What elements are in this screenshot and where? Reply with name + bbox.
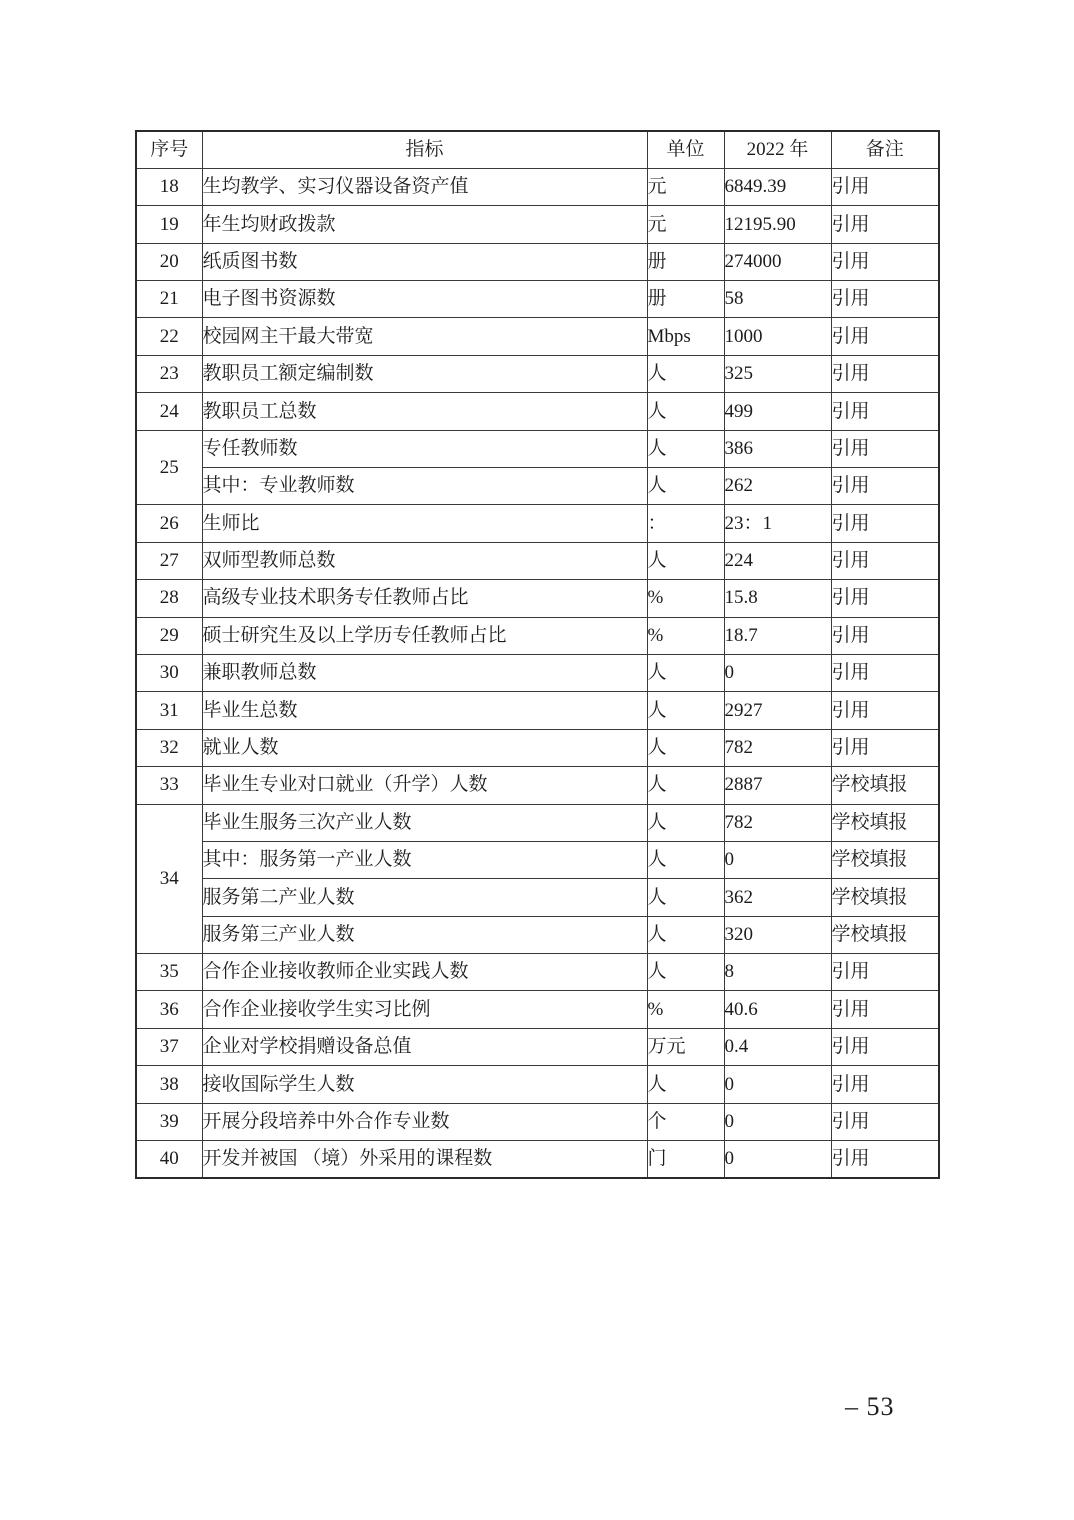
cell-indicator: 双师型教师总数 <box>202 542 647 579</box>
cell-value: 2887 <box>724 767 831 804</box>
table-row <box>136 767 939 804</box>
table-row <box>136 430 939 467</box>
table-row <box>136 393 939 430</box>
cell-remark: 引用 <box>831 355 939 392</box>
cell-no: 30 <box>136 654 202 691</box>
cell-no: 20 <box>136 243 202 280</box>
table-row <box>136 580 939 617</box>
cell-indicator: 其中：服务第一产业人数 <box>202 841 647 878</box>
cell-indicator: 其中：专业教师数 <box>202 468 647 505</box>
cell-remark: 引用 <box>831 617 939 654</box>
cell-no: 38 <box>136 1066 202 1103</box>
cell-value: 782 <box>724 804 831 841</box>
cell-remark: 学校填报 <box>831 879 939 916</box>
cell-no: 22 <box>136 318 202 355</box>
cell-remark: 引用 <box>831 1103 939 1140</box>
cell-unit: Mbps <box>647 318 724 355</box>
cell-no: 23 <box>136 355 202 392</box>
cell-no: 31 <box>136 692 202 729</box>
cell-value: 15.8 <box>724 580 831 617</box>
cell-value: 782 <box>724 729 831 766</box>
cell-unit: % <box>647 991 724 1028</box>
page-number: – 53 <box>845 1392 895 1421</box>
cell-no: 27 <box>136 542 202 579</box>
cell-indicator: 服务第二产业人数 <box>202 879 647 916</box>
cell-unit: 门 <box>647 1141 724 1178</box>
cell-value: 499 <box>724 393 831 430</box>
table-header-row <box>136 131 939 168</box>
cell-remark: 学校填报 <box>831 916 939 953</box>
cell-value: 23：1 <box>724 505 831 542</box>
table-row <box>136 841 939 878</box>
indicators-table-body <box>136 168 939 1178</box>
cell-indicator: 企业对学校捐赠设备总值 <box>202 1028 647 1065</box>
cell-unit: ： <box>647 505 724 542</box>
cell-unit: 人 <box>647 916 724 953</box>
cell-indicator: 毕业生服务三次产业人数 <box>202 804 647 841</box>
cell-unit: 人 <box>647 393 724 430</box>
cell-no: 25 <box>136 430 202 505</box>
cell-remark: 引用 <box>831 729 939 766</box>
cell-value: 0 <box>724 654 831 691</box>
cell-unit: 人 <box>647 1066 724 1103</box>
cell-value: 274000 <box>724 243 831 280</box>
table-row <box>136 654 939 691</box>
table-row <box>136 729 939 766</box>
cell-no: 36 <box>136 991 202 1028</box>
header-no: 序号 <box>136 131 202 168</box>
cell-no: 33 <box>136 767 202 804</box>
cell-remark: 引用 <box>831 692 939 729</box>
table-row <box>136 1066 939 1103</box>
cell-value: 386 <box>724 430 831 467</box>
cell-unit: 人 <box>647 468 724 505</box>
table-row <box>136 318 939 355</box>
cell-value: 1000 <box>724 318 831 355</box>
cell-indicator: 合作企业接收教师企业实践人数 <box>202 954 647 991</box>
cell-unit: 元 <box>647 168 724 205</box>
table-row <box>136 206 939 243</box>
cell-unit: 人 <box>647 841 724 878</box>
cell-unit: 人 <box>647 729 724 766</box>
cell-remark: 学校填报 <box>831 841 939 878</box>
cell-no: 37 <box>136 1028 202 1065</box>
cell-indicator: 生均教学、实习仪器设备资产值 <box>202 168 647 205</box>
table-row <box>136 542 939 579</box>
cell-indicator: 教职员工额定编制数 <box>202 355 647 392</box>
cell-no: 24 <box>136 393 202 430</box>
cell-value: 12195.90 <box>724 206 831 243</box>
cell-no: 21 <box>136 281 202 318</box>
cell-unit: 人 <box>647 430 724 467</box>
header-year-2022: 2022 年 <box>724 131 831 168</box>
header-remark: 备注 <box>831 131 939 168</box>
cell-remark: 引用 <box>831 1141 939 1178</box>
cell-indicator: 生师比 <box>202 505 647 542</box>
cell-indicator: 合作企业接收学生实习比例 <box>202 991 647 1028</box>
cell-unit: 册 <box>647 281 724 318</box>
cell-no: 18 <box>136 168 202 205</box>
table-row <box>136 243 939 280</box>
table-row <box>136 804 939 841</box>
cell-unit: 人 <box>647 804 724 841</box>
indicators-table <box>135 130 940 1179</box>
cell-value: 18.7 <box>724 617 831 654</box>
cell-remark: 引用 <box>831 654 939 691</box>
cell-remark: 引用 <box>831 318 939 355</box>
cell-remark: 引用 <box>831 468 939 505</box>
cell-remark: 引用 <box>831 505 939 542</box>
cell-indicator: 接收国际学生人数 <box>202 1066 647 1103</box>
cell-unit: 万元 <box>647 1028 724 1065</box>
cell-indicator: 专任教师数 <box>202 430 647 467</box>
cell-value: 224 <box>724 542 831 579</box>
cell-indicator: 校园网主干最大带宽 <box>202 318 647 355</box>
cell-remark: 引用 <box>831 991 939 1028</box>
cell-indicator: 硕士研究生及以上学历专任教师占比 <box>202 617 647 654</box>
table-row <box>136 916 939 953</box>
cell-indicator: 兼职教师总数 <box>202 654 647 691</box>
cell-indicator: 教职员工总数 <box>202 393 647 430</box>
table-row <box>136 281 939 318</box>
cell-unit: 元 <box>647 206 724 243</box>
cell-unit: 人 <box>647 954 724 991</box>
table-row <box>136 1103 939 1140</box>
cell-remark: 引用 <box>831 542 939 579</box>
cell-remark: 引用 <box>831 206 939 243</box>
cell-unit: 册 <box>647 243 724 280</box>
cell-indicator: 毕业生总数 <box>202 692 647 729</box>
cell-no: 40 <box>136 1141 202 1178</box>
cell-no: 39 <box>136 1103 202 1140</box>
cell-value: 362 <box>724 879 831 916</box>
cell-no: 19 <box>136 206 202 243</box>
cell-unit: 人 <box>647 692 724 729</box>
table-row <box>136 355 939 392</box>
cell-value: 6849.39 <box>724 168 831 205</box>
cell-indicator: 纸质图书数 <box>202 243 647 280</box>
cell-unit: 人 <box>647 654 724 691</box>
cell-indicator: 高级专业技术职务专任教师占比 <box>202 580 647 617</box>
header-unit: 单位 <box>647 131 724 168</box>
cell-value: 262 <box>724 468 831 505</box>
cell-remark: 引用 <box>831 281 939 318</box>
cell-remark: 学校填报 <box>831 767 939 804</box>
cell-no: 26 <box>136 505 202 542</box>
table-row <box>136 617 939 654</box>
table-row <box>136 991 939 1028</box>
cell-remark: 引用 <box>831 430 939 467</box>
cell-unit: % <box>647 617 724 654</box>
cell-indicator: 开展分段培养中外合作专业数 <box>202 1103 647 1140</box>
cell-value: 8 <box>724 954 831 991</box>
cell-no: 34 <box>136 804 202 954</box>
cell-value: 0.4 <box>724 1028 831 1065</box>
cell-value: 2927 <box>724 692 831 729</box>
cell-indicator: 服务第三产业人数 <box>202 916 647 953</box>
cell-value: 0 <box>724 1141 831 1178</box>
table-row <box>136 692 939 729</box>
cell-no: 28 <box>136 580 202 617</box>
table-row <box>136 468 939 505</box>
table-row <box>136 954 939 991</box>
cell-remark: 引用 <box>831 1028 939 1065</box>
header-indicator: 指标 <box>202 131 647 168</box>
cell-unit: 人 <box>647 879 724 916</box>
table-row <box>136 879 939 916</box>
cell-value: 0 <box>724 1066 831 1103</box>
cell-value: 40.6 <box>724 991 831 1028</box>
cell-indicator: 开发并被国 （境）外采用的课程数 <box>202 1141 647 1178</box>
cell-indicator: 年生均财政拨款 <box>202 206 647 243</box>
table-row <box>136 505 939 542</box>
cell-value: 0 <box>724 1103 831 1140</box>
cell-value: 325 <box>724 355 831 392</box>
table-row <box>136 1141 939 1178</box>
cell-value: 320 <box>724 916 831 953</box>
cell-remark: 引用 <box>831 393 939 430</box>
table-row <box>136 168 939 205</box>
cell-value: 58 <box>724 281 831 318</box>
cell-unit: % <box>647 580 724 617</box>
cell-unit: 人 <box>647 767 724 804</box>
cell-remark: 引用 <box>831 1066 939 1103</box>
cell-remark: 引用 <box>831 168 939 205</box>
cell-indicator: 毕业生专业对口就业（升学）人数 <box>202 767 647 804</box>
cell-no: 32 <box>136 729 202 766</box>
cell-no: 35 <box>136 954 202 991</box>
cell-remark: 引用 <box>831 954 939 991</box>
cell-no: 29 <box>136 617 202 654</box>
cell-remark: 学校填报 <box>831 804 939 841</box>
cell-indicator: 电子图书资源数 <box>202 281 647 318</box>
cell-unit: 个 <box>647 1103 724 1140</box>
cell-indicator: 就业人数 <box>202 729 647 766</box>
cell-value: 0 <box>724 841 831 878</box>
cell-unit: 人 <box>647 355 724 392</box>
cell-remark: 引用 <box>831 580 939 617</box>
table-row <box>136 1028 939 1065</box>
cell-remark: 引用 <box>831 243 939 280</box>
cell-unit: 人 <box>647 542 724 579</box>
